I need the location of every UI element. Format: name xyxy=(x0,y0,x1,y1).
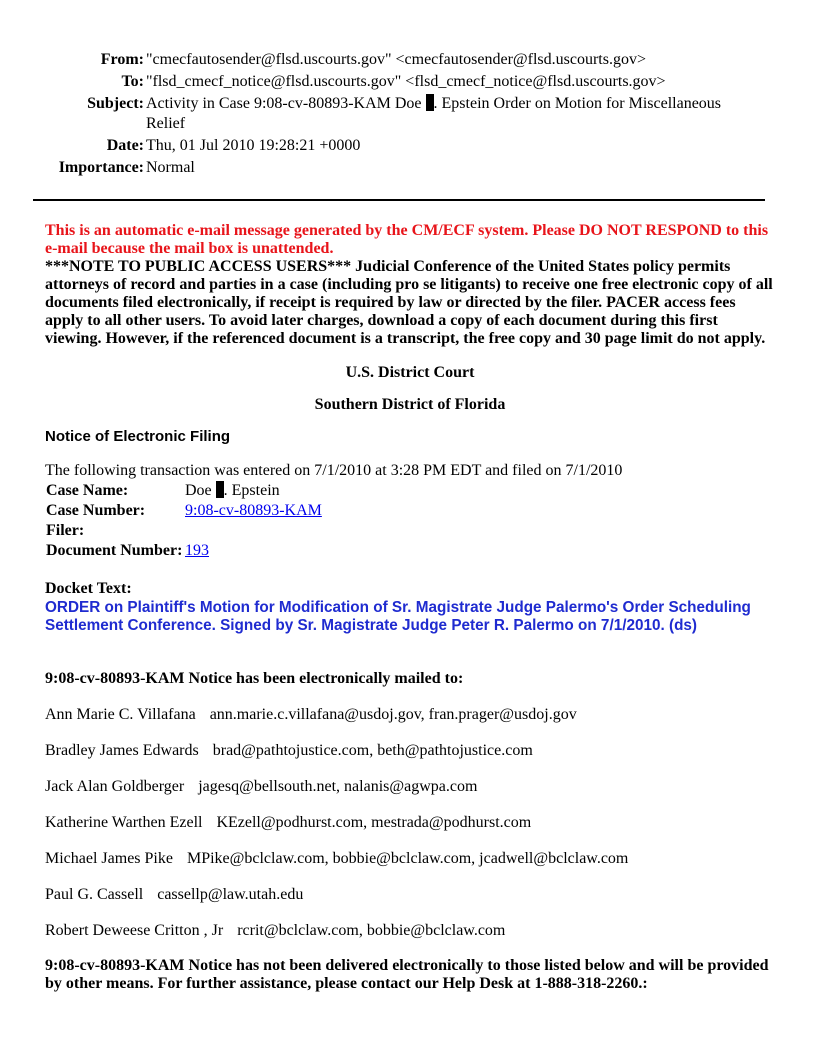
case-name-end: . Epstein xyxy=(223,482,280,499)
nef-title: Notice of Electronic Filing xyxy=(45,428,231,445)
recipient-item xyxy=(45,813,775,833)
docket-text: ORDER on Plaintiff's Motion for Modification of Sr. Magistrate Judge Palermo's Order Scheduling Settlement Conference. Signed by Sr. Magistrate Judge Peter R. Palermo on 7/1/2010. (ds) xyxy=(45,599,751,634)
recipient-emails: jagesq@bellsouth.net, nalanis@agwpa.com xyxy=(198,778,478,795)
subject-label: Subject: xyxy=(87,95,144,112)
importance-value: Normal xyxy=(146,159,195,176)
subject-value xyxy=(146,94,736,134)
mailed-heading: 9:08-cv-80893-KAM Notice has been electronically mailed to: xyxy=(45,670,464,687)
to-row xyxy=(0,72,736,92)
recipient-name: Bradley James Edwards xyxy=(45,742,199,759)
recipient-name: Ann Marie C. Villafana xyxy=(45,706,196,723)
recipient-emails: rcrit@bclclaw.com, bobbie@bclclaw.com xyxy=(237,922,506,939)
recipient-name: Paul G. Cassell xyxy=(45,886,144,903)
recipient-list xyxy=(45,705,775,941)
recipient-emails: ann.marie.c.villafana@usdoj.gov, fran.prager@usdoj.gov xyxy=(209,706,577,723)
recipient-name: Jack Alan Goldberger xyxy=(45,778,185,795)
case-number-label: Case Number: xyxy=(46,502,146,519)
importance-row xyxy=(0,158,736,178)
document-number-label: Document Number: xyxy=(46,542,183,559)
date-row xyxy=(0,136,736,156)
recipient-name: Michael James Pike xyxy=(45,850,173,867)
recipient-item xyxy=(45,777,775,797)
to-value: "flsd_cmecf_notice@flsd.uscourts.gov" <flsd_cmecf_notice@flsd.uscourts.gov> xyxy=(146,73,666,90)
recipient-item xyxy=(45,741,775,761)
from-value: "cmecfautosender@flsd.uscourts.gov" <cmecfautosender@flsd.uscourts.gov> xyxy=(146,51,646,68)
recipient-item xyxy=(45,849,775,869)
recipient-emails: brad@pathtojustice.com, beth@pathtojustice.com xyxy=(212,742,533,759)
subject-row xyxy=(0,94,736,134)
district-name: Southern District of Florida xyxy=(314,396,506,413)
case-name-label: Case Name: xyxy=(46,482,129,499)
document-number-link[interactable]: 193 xyxy=(185,542,209,559)
case-info-table xyxy=(45,481,323,561)
filer-label: Filer: xyxy=(46,522,85,539)
email-header xyxy=(0,50,736,180)
case-name-start: Doe xyxy=(185,482,212,499)
from-row xyxy=(0,50,736,70)
header-divider xyxy=(33,199,765,201)
recipient-emails: cassellp@law.utah.edu xyxy=(157,886,304,903)
document-number-row xyxy=(45,541,323,561)
date-label: Date: xyxy=(106,137,144,154)
docket-text-label: Docket Text: xyxy=(45,580,132,597)
subject-text-start: Activity in Case 9:08-cv-80893-KAM Doe xyxy=(146,95,422,112)
case-name-row xyxy=(45,481,323,501)
recipient-item xyxy=(45,885,775,905)
auto-message-warning: This is an automatic e-mail message generated by the CM/ECF system. Please DO NOT RESPOND to this e-mail because the mail box is unattended. xyxy=(45,222,769,257)
message-body xyxy=(45,222,775,993)
recipient-emails: MPike@bclclaw.com, bobbie@bclclaw.com, jcadwell@bclclaw.com xyxy=(186,850,629,867)
public-access-note: ***NOTE TO PUBLIC ACCESS USERS*** Judicial Conference of the United States policy permits attorneys of record and parties in a case (including pro se litigants) to receive one free electronic copy of all documents filed electronically, if receipt is required by law or directed by the filer. PACER access fees apply to all other users. To avoid later charges, download a copy of each document during this first viewing. However, if the referenced document is a transcript, the free copy and 30 page limit do not apply. xyxy=(45,258,773,347)
recipient-name: Robert Deweese Critton , Jr xyxy=(45,922,224,939)
transaction-line: The following transaction was entered on 7/1/2010 at 3:28 PM EDT and filed on 7/1/2010 xyxy=(45,462,623,479)
redaction-box xyxy=(426,94,434,111)
subject-text-end: . Epstein Order on Motion for Miscellaneous Relief xyxy=(146,95,722,132)
case-number-row xyxy=(45,501,323,521)
from-label: From: xyxy=(100,51,144,68)
recipient-emails: KEzell@podhurst.com, mestrada@podhurst.com xyxy=(216,814,532,831)
filer-row xyxy=(45,521,323,541)
case-name-value xyxy=(184,481,323,501)
case-number-link[interactable]: 9:08-cv-80893-KAM xyxy=(185,502,322,519)
importance-label: Importance: xyxy=(58,159,144,176)
recipient-item xyxy=(45,705,775,725)
not-delivered-notice: 9:08-cv-80893-KAM Notice has not been delivered electronically to those listed below and will be provided by other means. For further assistance, please contact our Help Desk at 1-888-318-2260.: xyxy=(45,957,769,992)
recipient-item xyxy=(45,921,775,941)
recipient-name: Katherine Warthen Ezell xyxy=(45,814,203,831)
filer-value xyxy=(184,521,323,541)
date-value: Thu, 01 Jul 2010 19:28:21 +0000 xyxy=(146,137,361,154)
to-label: To: xyxy=(121,73,144,90)
redaction-box xyxy=(216,481,224,498)
court-name: U.S. District Court xyxy=(345,364,475,381)
